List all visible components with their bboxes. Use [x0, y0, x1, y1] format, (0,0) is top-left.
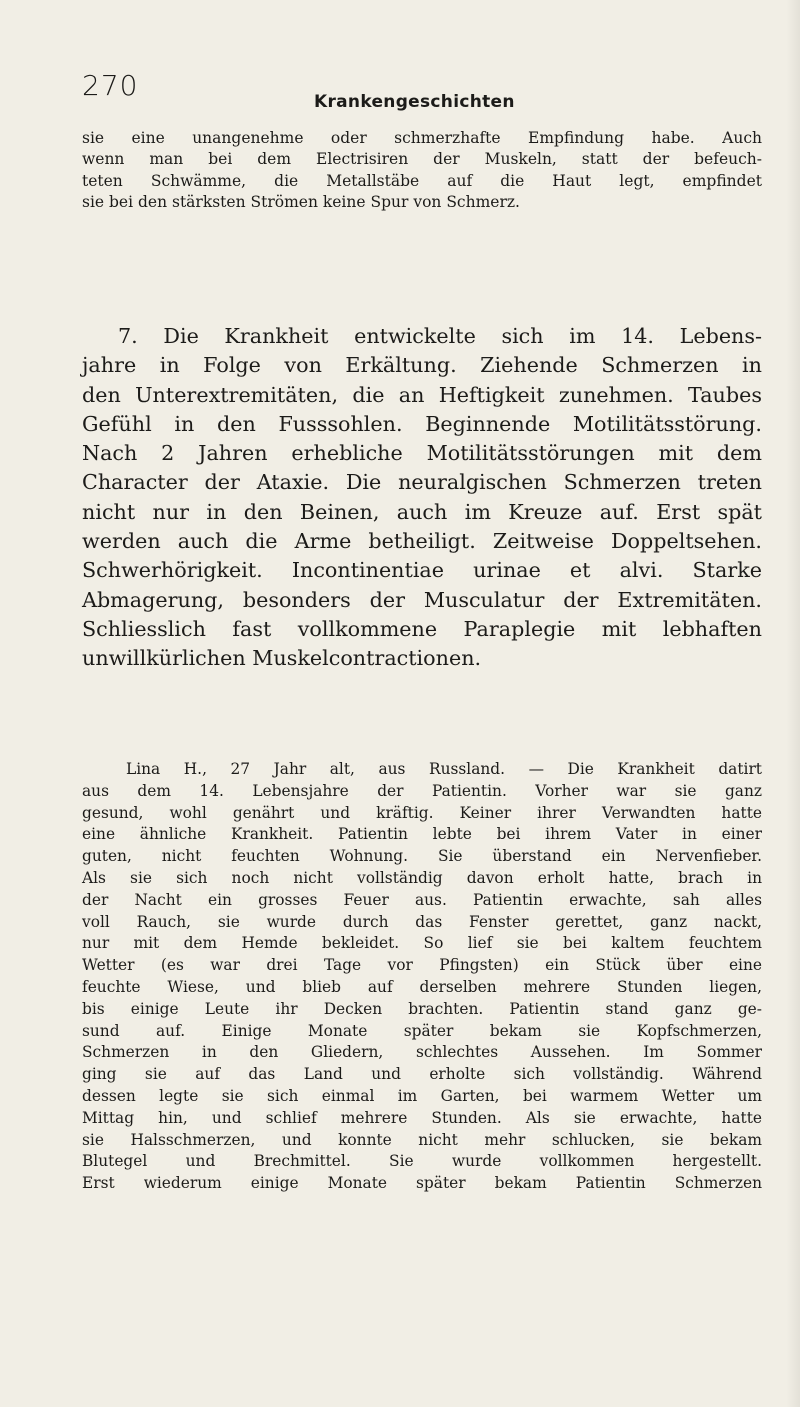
page-edge-shadow — [786, 0, 800, 1407]
text-line: Character der Ataxie. Die neuralgischen Schmerzen treten — [82, 470, 762, 495]
text-line: Blutegel und Brechmittel. Sie wurde vollkommen hergestellt. — [82, 1152, 762, 1171]
text-line: den Unterextremitäten, die an Heftigkeit zunehmen. Taubes — [82, 382, 762, 407]
text-line: Gefühl in den Fusssohlen. Beginnende Motilitätsstörung. — [82, 411, 762, 436]
text-line: Erst wiederum einige Monate später bekam Patientin Schmerzen — [82, 1174, 762, 1193]
text-line: sie bei den stärksten Strömen keine Spur von Schmerz. — [82, 192, 520, 211]
text-line: Schmerzen in den Gliedern, schlechtes Aussehen. Im Sommer — [82, 1043, 762, 1062]
text-line: Schwerhörigkeit. Incontinentiae urinae et alvi. Starke — [82, 558, 762, 583]
text-line: nicht nur in den Beinen, auch im Kreuze auf. Erst spät — [82, 499, 762, 524]
text-line: Lina H., 27 Jahr alt, aus Russland. — Die Krankheit datirt — [126, 760, 762, 778]
text-line: teten Schwämme, die Metallstäbe auf die Haut legt, empfindet — [82, 171, 762, 190]
text-line: voll Rauch, sie wurde durch das Fenster gerettet, ganz nackt, — [82, 912, 762, 931]
page-number: 270 — [82, 69, 139, 102]
text-line: sund auf. Einige Monate später bekam sie Kopfschmerzen, — [82, 1021, 762, 1040]
text-line: sie eine unangenehme oder schmerzhafte Empfindung habe. Auch — [82, 129, 762, 147]
text-line: nur mit dem Hemde bekleidet. So lief sie bei kaltem feuchtem — [82, 934, 762, 953]
text-line: wenn man bei dem Electrisiren der Muskeln, statt der befeuch- — [82, 150, 762, 169]
text-line: eine ähnliche Krankheit. Patientin lebte bei ihrem Vater in einer — [82, 825, 762, 844]
text-line: Abmagerung, besonders der Musculatur der Extremitäten. — [82, 587, 762, 612]
paragraph-continuation — [82, 128, 762, 213]
text-line: guten, nicht feuchten Wohnung. Sie überstand ein Nervenfieber. — [82, 847, 762, 866]
text-line: unwillkürlichen Muskelcontractionen. — [82, 646, 482, 671]
running-head: Krankengeschichten — [314, 92, 515, 112]
text-line: sie Halsschmerzen, und konnte nicht mehr schlucken, sie bekam — [82, 1130, 762, 1149]
text-line: jahre in Folge von Erkältung. Ziehende Schmerzen in — [82, 353, 762, 378]
text-line: Nach 2 Jahren erhebliche Motilitätsstörungen mit dem — [82, 441, 762, 466]
text-line: werden auch die Arme betheiligt. Zeitweise Doppeltsehen. — [82, 529, 762, 554]
text-line: Wetter (es war drei Tage vor Pfingsten) ein Stück über eine — [82, 956, 762, 975]
text-line: feuchte Wiese, und blieb auf derselben mehrere Stunden liegen, — [82, 977, 762, 996]
page-header — [0, 70, 800, 110]
text-line: ging sie auf das Land und erholte sich vollständig. Während — [82, 1065, 762, 1084]
text-line: gesund, wohl genährt und kräftig. Keiner ihrer Verwandten hatte — [82, 803, 762, 822]
text-line: aus dem 14. Lebensjahre der Patientin. Vorher war sie ganz — [82, 781, 762, 800]
text-line: 7. Die Krankheit entwickelte sich im 14. Lebens- — [118, 324, 762, 348]
text-line: bis einige Leute ihr Decken brachten. Patientin stand ganz ge- — [82, 999, 762, 1018]
text-line: der Nacht ein grosses Feuer aus. Patientin erwachte, sah alles — [82, 890, 762, 909]
text-line: Schliesslich fast vollkommene Paraplegie mit lebhaften — [82, 616, 762, 641]
text-line: dessen legte sie sich einmal im Garten, bei warmem Wetter um — [82, 1086, 762, 1105]
case-history-lina — [82, 759, 762, 1195]
text-line: Als sie sich noch nicht vollständig davon erholt hatte, brach in — [82, 868, 762, 887]
case-summary-7 — [82, 322, 762, 674]
text-line: Mittag hin, und schlief mehrere Stunden. Als sie erwachte, hatte — [82, 1108, 762, 1127]
